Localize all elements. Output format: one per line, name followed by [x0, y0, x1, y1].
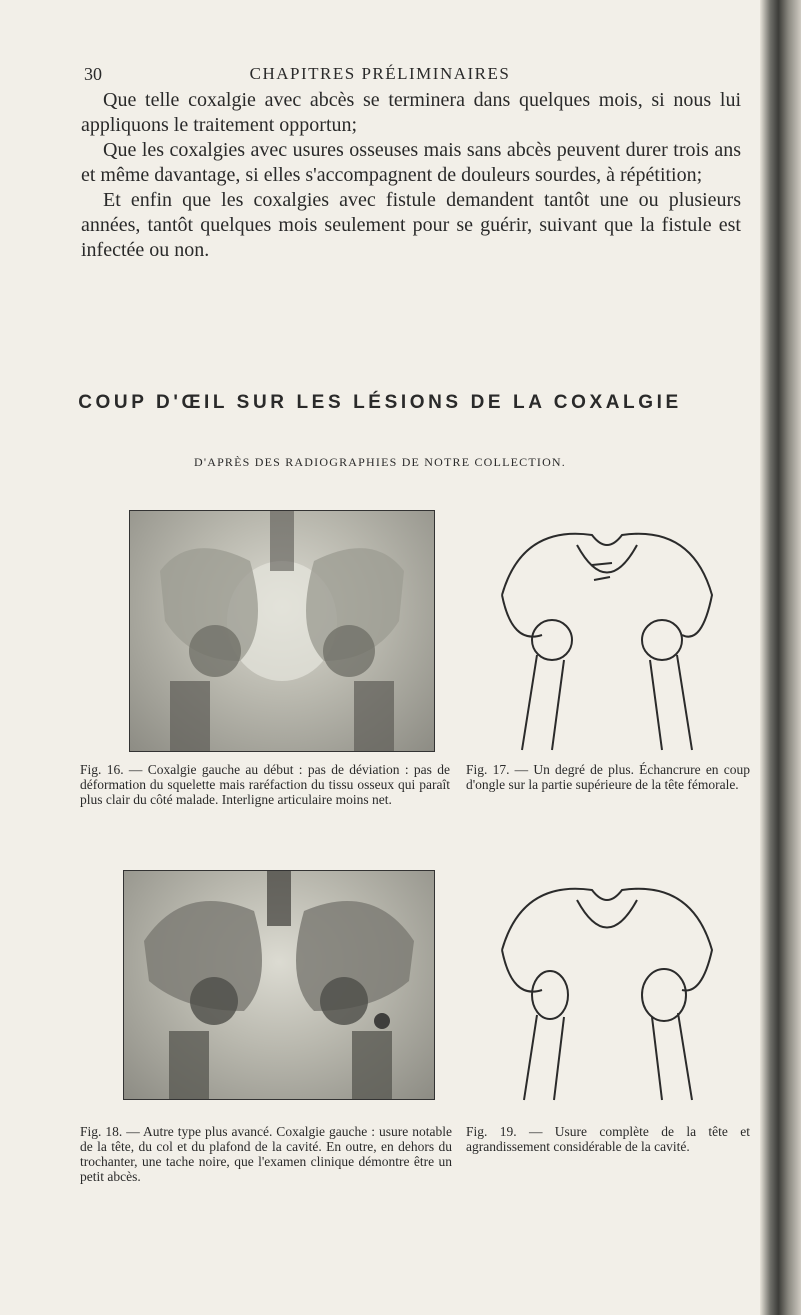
- fig17-caption-text: Fig. 17. — Un degré de plus. Échancrure en coup d'ongle sur la partie supérieure de la tête fémorale.: [466, 762, 750, 792]
- page-number: 30: [84, 64, 102, 84]
- paragraph-1: Que telle coxalgie avec abcès se terminera dans quelques mois, si nous lui appliquons le traitement opportun;: [81, 89, 741, 136]
- fig18-caption-text: Fig. 18. — Autre type plus avancé. Coxalgie gauche : usure notable de la tête, du col et du plafond de la cavité. En outre, en dehors du trochanter, une tache noire, que l'examen clinique démontre être un petit abcès.: [80, 1124, 452, 1184]
- paragraph-2: Que les coxalgies avec usures osseuses mais sans abcès peuvent durer trois ans et même davantage, si elles s'accompagnent de douleurs sourdes, à répétition;: [81, 139, 741, 186]
- fig19-caption: [466, 1124, 750, 1154]
- fig16-caption: [80, 762, 450, 807]
- fig17-caption: [466, 762, 750, 792]
- fig18-radiograph: [123, 870, 435, 1100]
- running-title: CHAPITRES PRÉLIMINAIRES: [249, 64, 511, 83]
- fig19-caption-text: Fig. 19. — Usure complète de la tête et agrandissement considérable de la cavité.: [466, 1124, 750, 1154]
- fig16-radiograph: [129, 510, 435, 752]
- section-subtitle: D'APRÈS DES RADIOGRAPHIES DE NOTRE COLLECTION.: [193, 455, 567, 469]
- body-text: [81, 88, 741, 263]
- section-title: COUP D'ŒIL SUR LES LÉSIONS DE LA COXALGIE: [78, 392, 682, 413]
- paragraph-3: Et enfin que les coxalgies avec fistule demandent tantôt une ou plusieurs années, tantôt quelques mois seulement pour se guérir, suivant que la fistule est infectée ou non.: [81, 189, 741, 261]
- fig18-caption: [80, 1124, 452, 1184]
- fig19-drawing: [482, 865, 732, 1103]
- fig17-drawing: [482, 505, 732, 755]
- book-spine-shadow: [760, 0, 801, 1315]
- fig16-caption-text: Fig. 16. — Coxalgie gauche au début : pas de déviation : pas de déformation du squelette mais raréfaction du tissu osseux qui paraît plus clair du côté malade. Interligne articulaire moins net.: [80, 762, 450, 807]
